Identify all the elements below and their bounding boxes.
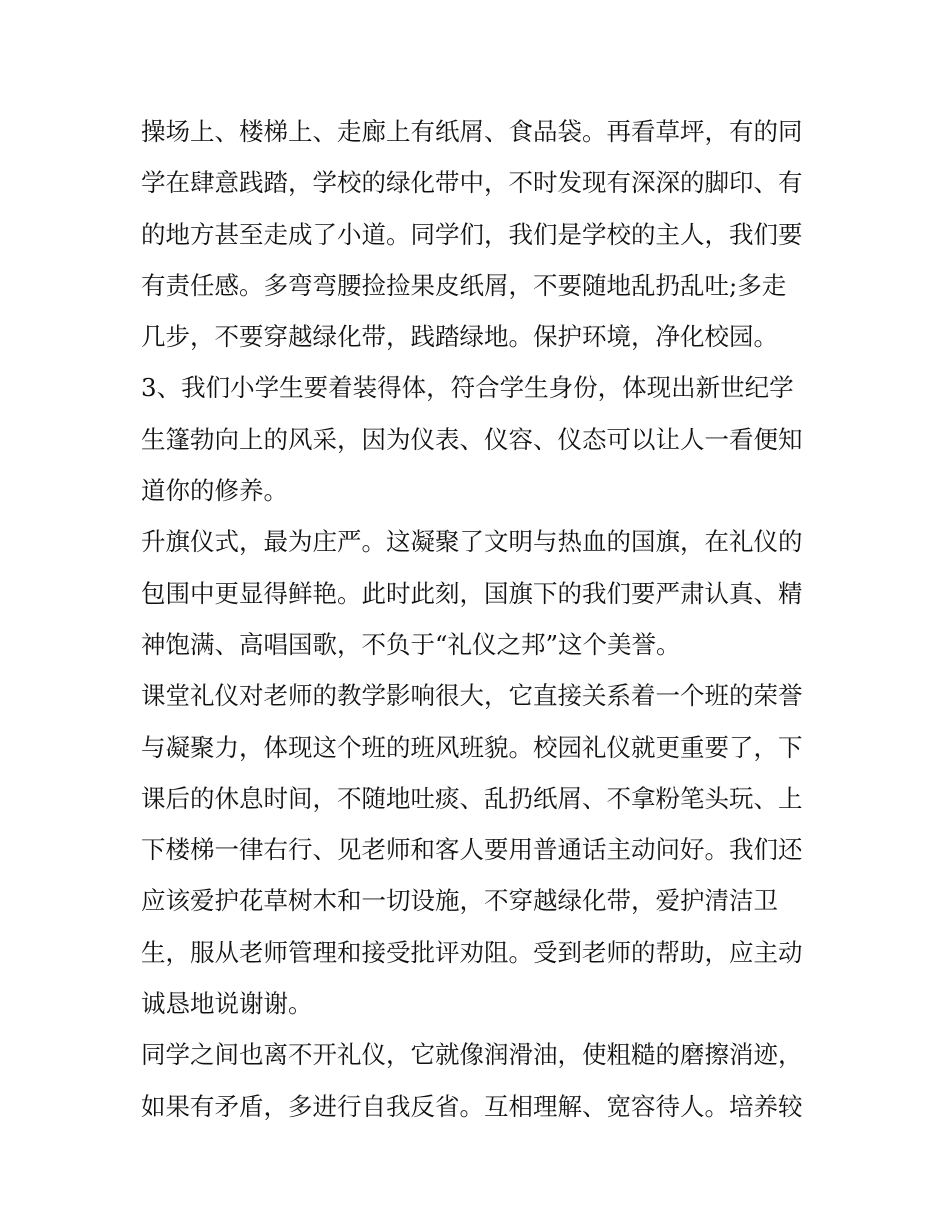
text-line: 学在肆意践踏，学校的绿化带中，不时发现有深深的脚印、有 bbox=[141, 168, 803, 198]
body-text bbox=[141, 106, 813, 1132]
text-line: 下楼梯一律右行、见老师和客人要用普通话主动问好。我们还 bbox=[141, 835, 803, 865]
text-line: 生篷勃向上的风采，因为仪表、仪容、仪态可以让人一看便知 bbox=[141, 424, 803, 454]
text-line: 生，服从老师管理和接受批评劝阻。受到老师的帮助，应主动 bbox=[141, 937, 803, 967]
text-line: 课堂礼仪对老师的教学影响很大，它直接关系着一个班的荣誉 bbox=[141, 681, 803, 711]
text-line: 几步，不要穿越绿化带，践踏绿地。保护环境，净化校园。 bbox=[141, 322, 778, 352]
text-line: 应该爱护花草树木和一切设施，不穿越绿化带，爱护清洁卫 bbox=[141, 886, 778, 916]
text-line: 的地方甚至走成了小道。同学们，我们是学校的主人，我们要 bbox=[141, 219, 803, 249]
text-line: 有责任感。多弯弯腰捡捡果皮纸屑，不要随地乱扔乱吐;多走 bbox=[141, 270, 787, 300]
text-line: 操场上、楼梯上、走廊上有纸屑、食品袋。再看草坪，有的同 bbox=[141, 117, 803, 146]
text-line: 课后的休息时间，不随地吐痰、乱扔纸屑、不拿粉笔头玩、上 bbox=[141, 783, 803, 813]
text-line: 升旗仪式，最为庄严。这凝聚了文明与热血的国旗，在礼仪的 bbox=[141, 527, 803, 557]
text-line: 同学之间也离不开礼仪，它就像润滑油，使粗糙的磨擦消迹， bbox=[141, 1040, 803, 1070]
text-line: 与凝聚力，体现这个班的班风班貌。校园礼仪就更重要了，下 bbox=[141, 732, 803, 762]
text-line: 3、我们小学生要着装得体，符合学生身份，体现出新世纪学 bbox=[141, 373, 794, 403]
text-line: 包围中更显得鲜艳。此时此刻，国旗下的我们要严肃认真、精 bbox=[141, 578, 803, 608]
text-line: 神饱满、高唱国歌，不负于“礼仪之邦”这个美誉。 bbox=[141, 629, 681, 659]
text-line: 诚恳地说谢谢。 bbox=[141, 989, 313, 1019]
text-line: 道你的修养。 bbox=[141, 476, 288, 506]
text-line: 如果有矛盾，多进行自我反省。互相理解、宽容待人。培养较 bbox=[141, 1091, 803, 1121]
